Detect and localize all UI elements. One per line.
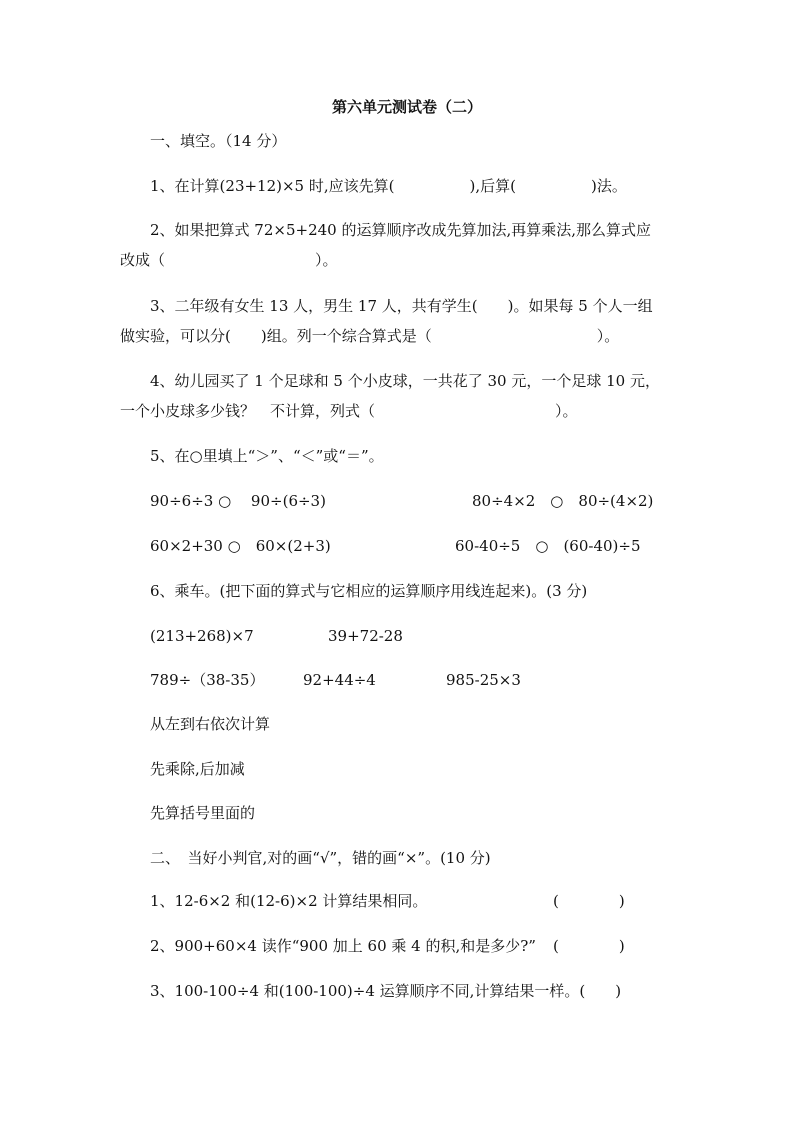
compare-item: 80÷4×2 ○ 80÷(4×2)	[472, 492, 654, 510]
question-1-1: 1、在计算(23+12)×5 时,应该先算( ),后算( )法。	[150, 177, 627, 195]
expression-item: (213+268)×7	[150, 627, 254, 645]
question-1-2-line2: 改成（ ）。	[120, 251, 338, 269]
order-item: 先乘除,后加减	[150, 760, 245, 778]
expression-item: 39+72-28	[328, 627, 403, 645]
page-title: 第六单元测试卷（二）	[332, 98, 483, 116]
question-1-3-line2: 做实验，可以分( )组。列一个综合算式是（ ）。	[120, 327, 620, 345]
question-1-2-line1: 2、如果把算式 72×5+240 的运算顺序改成先算加法,再算乘法,那么算式应	[150, 221, 652, 239]
compare-item: 60×2+30 ○ 60×(2+3)	[150, 537, 331, 555]
judge-question-1: 1、12-6×2 和(12-6)×2 计算结果相同。	[150, 892, 428, 910]
judge-question-2: 2、900+60×4 读作“900 加上 60 乘 4 的积,和是多少?”	[150, 937, 536, 955]
question-1-6: 6、乘车。(把下面的算式与它相应的运算顺序用线连起来)。(3 分)	[150, 582, 588, 600]
order-item: 先算括号里面的	[150, 804, 256, 822]
order-item: 从左到右依次计算	[150, 715, 271, 733]
expression-item: 92+44÷4	[303, 671, 376, 689]
question-1-3-line1: 3、二年级有女生 13 人，男生 17 人，共有学生( )。如果每 5 个人一组	[150, 297, 653, 315]
question-1-4-line2: 一个小皮球多少钱？ 不计算，列式（ ）。	[120, 402, 578, 420]
question-1-5: 5、在○里填上“＞”、“＜”或“＝”。	[150, 447, 384, 465]
question-1-4-line1: 4、幼儿园买了 1 个足球和 5 个小皮球，一共花了 30 元，一个足球 10 元，	[150, 372, 660, 390]
compare-item: 60-40÷5 ○ (60-40)÷5	[455, 537, 641, 555]
judge-answer-blank: ( )	[553, 937, 625, 955]
section2-heading: 二、 当好小判官,对的画“√”，错的画“×”。(10 分)	[150, 849, 491, 867]
judge-question-3: 3、100-100÷4 和(100-100)÷4 运算顺序不同,计算结果一样。( )	[150, 982, 622, 1000]
expression-item: 789÷（38-35）	[150, 671, 265, 689]
compare-item: 90÷6÷3 ○ 90÷(6÷3)	[150, 492, 326, 510]
section1-heading: 一、填空。（14 分）	[150, 132, 287, 150]
expression-item: 985-25×3	[446, 671, 521, 689]
judge-answer-blank: ( )	[553, 892, 625, 910]
